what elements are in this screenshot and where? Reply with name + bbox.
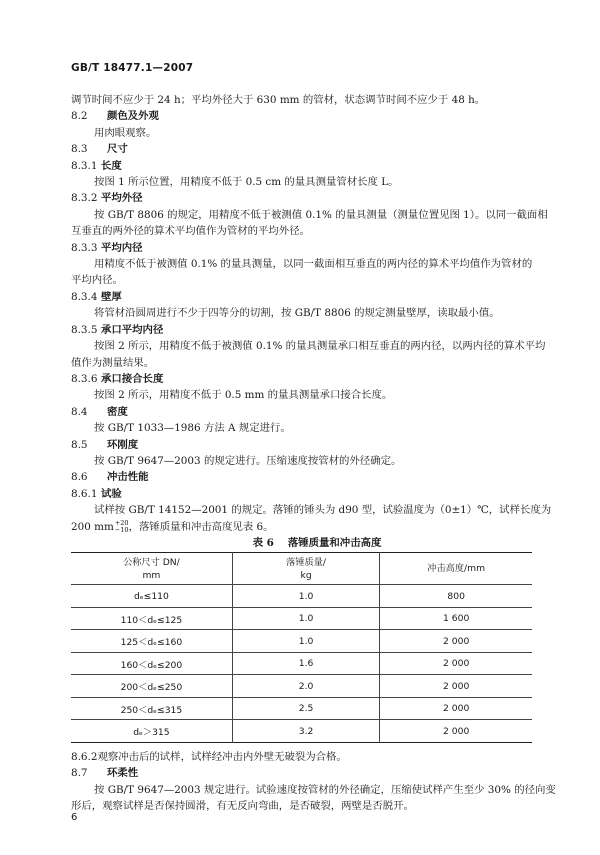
table-cell: 3.2 [232,720,380,743]
table-number: 表 6 [252,536,274,549]
paragraph-line: 互垂直的两外径的算术平均值作为管材的平均外径。 [71,225,310,238]
header-text: 落锤质量/ [286,556,327,568]
section-number: 8.3.5 [71,323,98,336]
section-number: 8.3.2 [71,192,98,205]
section-heading [71,289,533,305]
section-heading [71,371,533,387]
page-number: 6 [71,812,78,823]
table-cell: 800 [380,585,532,608]
section-after-table [71,749,556,815]
table-row [71,607,532,630]
paragraph-line: 试样按 GB/T 14152—2001 的规定。落锤的锤头为 d90 型，试验温度为（0±1）℃，试样长度为 [94,504,552,517]
standard-code: GB/T 18477.1—2007 [71,62,194,74]
section-title: 尺寸 [107,143,128,156]
table-cell: dₑ≤110 [71,585,232,608]
paragraph-line: 调节时间不应少于 24 h；平均外径大于 630 mm 的管材，状态调节时间不应少于 48 h。 [71,94,486,106]
paragraph-line [71,519,533,535]
section-heading [71,158,533,174]
table-cell: 1.6 [232,652,380,675]
section-number: 8.2 [71,110,88,123]
section-number: 8.7 [71,767,88,780]
section-number: 8.3.4 [71,290,98,303]
paragraph-line: 按 GB/T 1033—1986 方法 A 规定进行。 [94,422,291,435]
section-title: 承口接合长度 [101,372,164,385]
table-row [71,630,532,653]
section-number: 8.3 [71,143,88,156]
table-cell: 2 000 [380,675,532,698]
section-title: 冲击性能 [107,471,149,484]
table-cell: 2.0 [232,675,380,698]
table-cell: 125＜dₑ≤160 [71,630,232,653]
section-number: 8.5 [71,438,88,451]
section-title: 承口平均内径 [101,323,164,336]
section-heading [71,141,533,157]
section-heading [71,322,533,338]
impact-table [71,552,532,743]
table-cell: dₑ＞315 [71,720,232,743]
section-number: 8.3.6 [71,372,98,385]
section-heading [71,108,533,124]
paragraph-line: 将管材沿圆周进行不少于四等分的切割，按 GB/T 8806 的规定测量壁厚，读取最小值。 [94,307,500,320]
table-cell: 160＜dₑ≤200 [71,652,232,675]
table-cell: 2 000 [380,720,532,743]
paragraph-line: 平均内径。 [71,274,123,287]
section-before-table [71,92,552,535]
paragraph-line: 按图 2 所示，用精度不低于被测值 0.1% 的量具测量承口相互垂直的两内径，以两内径的算术平均 [94,340,546,353]
table-row [71,675,532,698]
section-heading [71,469,533,485]
column-header [71,553,232,585]
table-body [71,585,532,743]
text-segment: 200 mm [71,520,114,533]
column-header [232,553,380,585]
table-row [71,652,532,675]
header-text: mm [142,569,161,581]
section-heading [71,404,533,420]
table-row [71,720,532,743]
table-row [71,697,532,720]
table-cell: 2 000 [380,697,532,720]
tolerance-lower: −10 [114,525,129,534]
table-cell: 1.0 [232,630,380,653]
table-cell: 2.5 [232,697,380,720]
table-cell: 2 000 [380,652,532,675]
table-title: 落锤质量和冲击高度 [287,536,382,549]
table-cell: 200＜dₑ≤250 [71,675,232,698]
section-title: 平均内径 [101,241,143,254]
paragraph-line: 按图 2 所示，用精度不低于 0.5 mm 的量具测量承口接合长度。 [94,389,393,402]
paragraph-line: 按 GB/T 9647—2003 规定进行。试验速度按管材的外径确定，压缩使试样产生至少 30% 的径向变 [94,783,556,796]
text-segment: ，落锤质量和冲击高度见表 6。 [128,520,274,533]
section-heading [71,240,533,256]
paragraph-line: 形后，观察试样是否保持圆滑，有无反向弯曲，是否破裂，两壁是否脱开。 [71,800,414,813]
paragraph-line: 用肉眼观察。 [94,126,157,139]
document-body [71,92,556,815]
section-heading [71,749,533,765]
table-cell: 2 000 [380,630,532,653]
column-header [380,553,532,585]
table-cell: 1.0 [232,607,380,630]
section-title: 颜色及外观 [107,110,159,123]
section-number: 8.6.1 [71,487,98,500]
section-title: 环柔性 [107,767,139,780]
paragraph-line: 值作为测量结果。 [71,356,155,369]
header-text: 公称尺寸 DN/ [123,556,180,568]
section-number: 8.3.3 [71,241,98,254]
paragraph-line: 按图 1 所示位置，用精度不低于 0.5 cm 的量具测量管材长度 L。 [94,176,399,189]
section-title: 壁厚 [101,290,122,303]
length-tolerance [115,520,129,533]
header-text: kg [300,569,312,581]
section-number: 8.6 [71,471,88,484]
paragraph-line: 按 GB/T 8806 的规定，用精度不低于被测值 0.1% 的量具测量（测量位置见图 1）。以同一截面相 [94,208,548,221]
section-text: 观察冲击后的试样，试样经冲击内外壁无破裂为合格。 [97,750,347,763]
section-number: 8.4 [71,405,88,418]
table-cell: 250＜dₑ≤315 [71,697,232,720]
table-cell: 110＜dₑ≤125 [71,607,232,630]
table-cell: 1.0 [232,585,380,608]
paragraph-line: 按 GB/T 9647—2003 的规定进行。压缩速度按管材的外径确定。 [94,454,402,467]
table-cell: 1 600 [380,607,532,630]
table-row [71,585,532,608]
tolerance-upper: +20 [114,519,129,528]
header-text: 冲击高度/mm [427,563,486,575]
section-title: 长度 [101,159,122,172]
section-title: 密度 [107,405,128,418]
section-number: 8.3.1 [71,159,98,172]
section-heading [71,190,533,206]
table-caption [71,535,533,551]
section-title: 试验 [101,487,122,500]
section-title: 平均外径 [101,192,143,205]
section-number: 8.6.2 [71,750,98,763]
section-heading [71,437,533,453]
section-title: 环刚度 [107,438,139,451]
section-heading [71,765,533,781]
section-heading [71,486,533,502]
paragraph-line: 用精度不低于被测值 0.1% 的量具测量，以同一截面相互垂直的两内径的算术平均值作为管材的 [94,258,533,271]
table-header-row [71,553,532,585]
